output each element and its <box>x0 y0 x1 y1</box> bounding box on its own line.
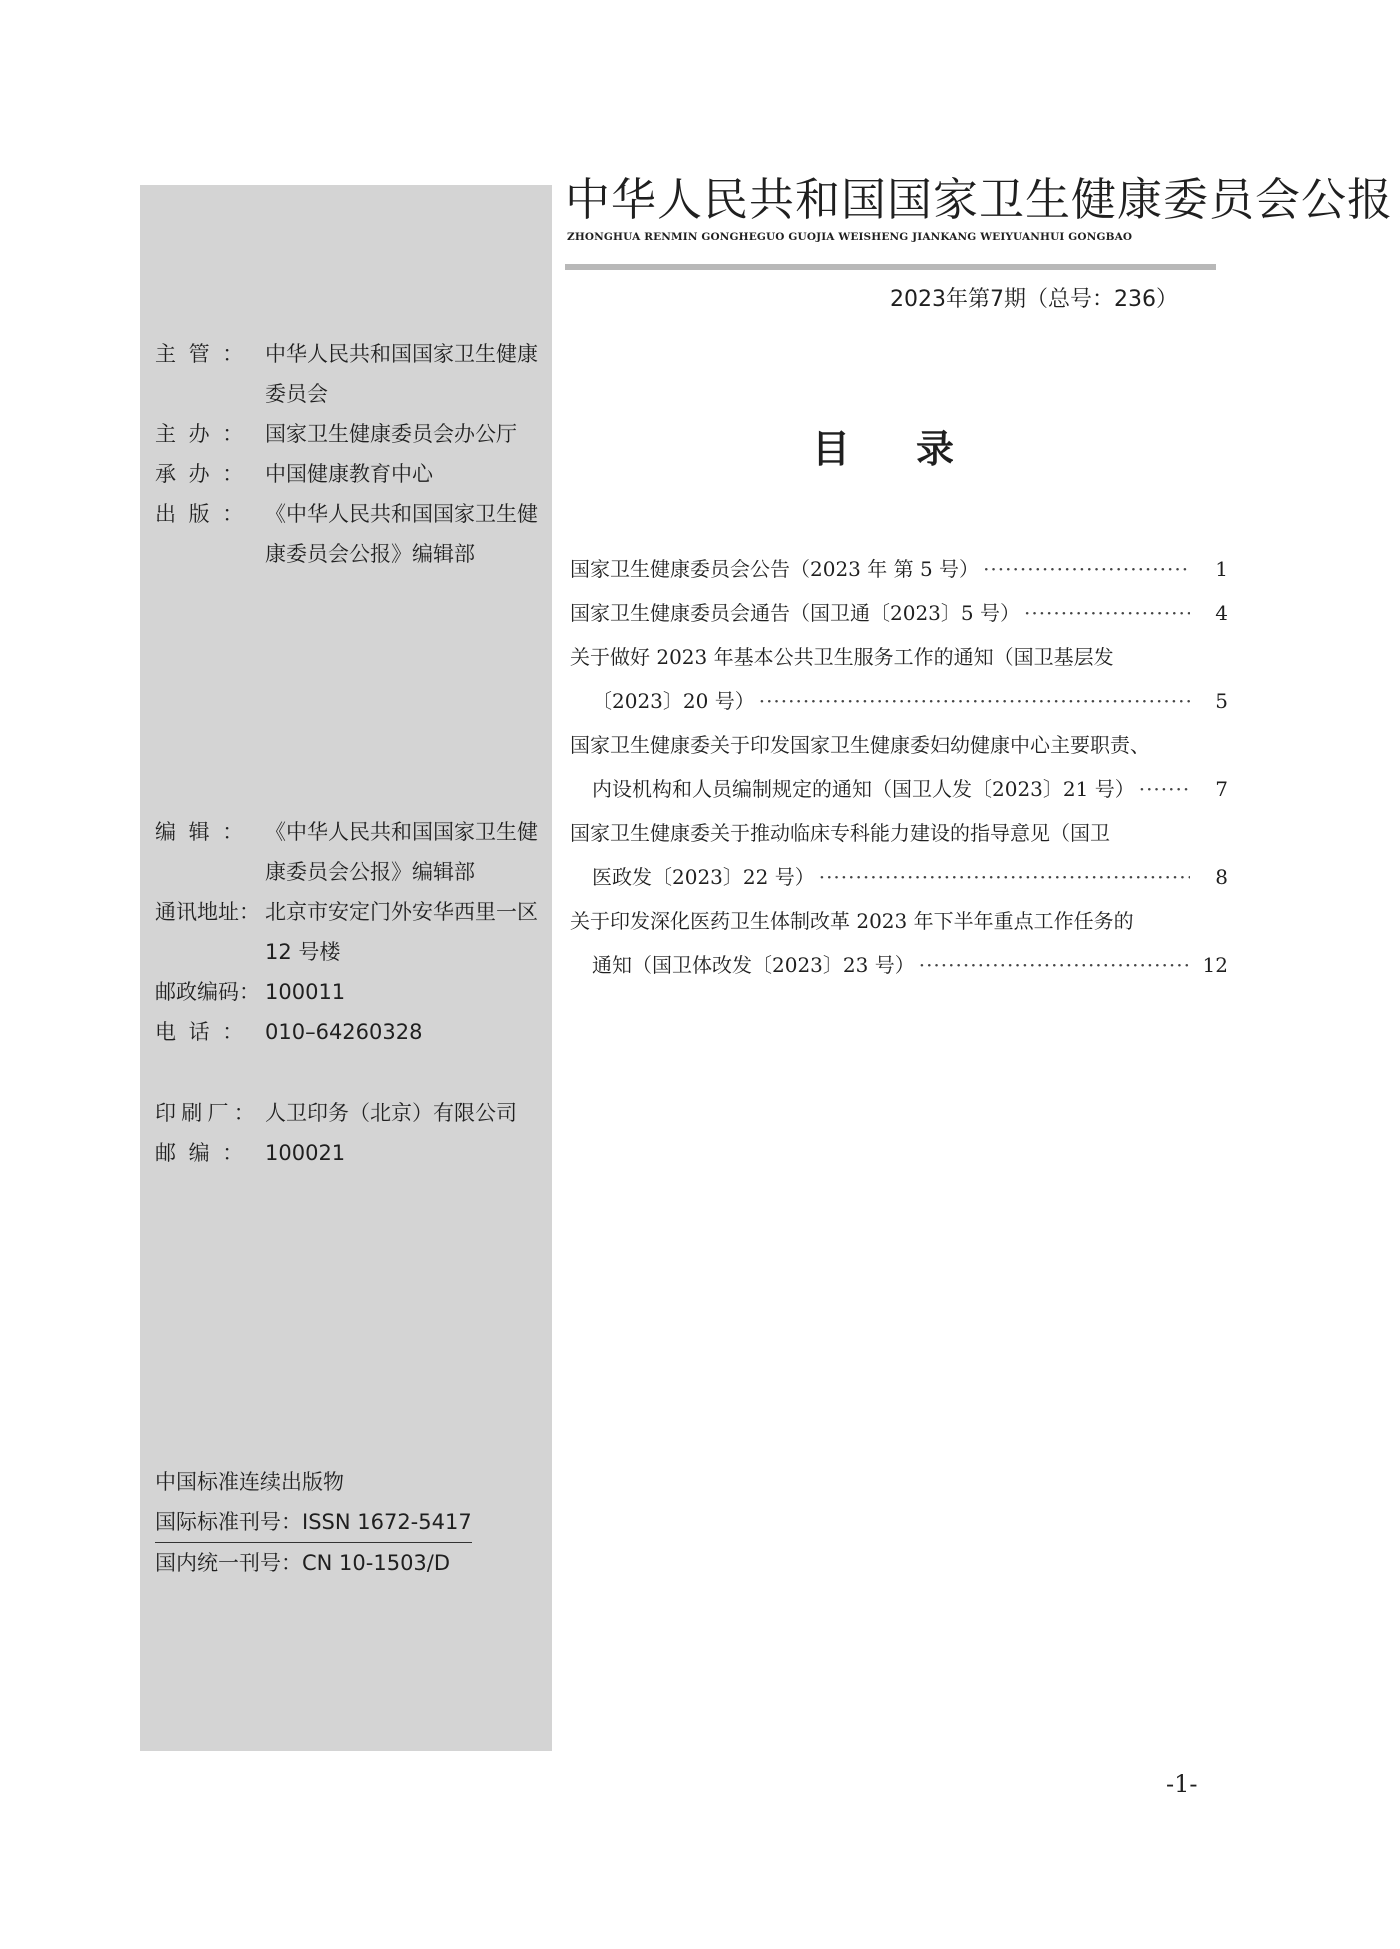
toc-entry-title: 国家卫生健康委关于印发国家卫生健康委妇幼健康中心主要职责、 <box>570 733 1150 757</box>
info-label: 编辑： <box>155 820 256 844</box>
toc-entry-line[interactable] <box>570 899 1228 943</box>
toc-entry-line[interactable] <box>570 855 1228 899</box>
toc-page-number: 4 <box>1215 601 1228 625</box>
editorial-info <box>155 812 545 1052</box>
toc-leader-dots <box>815 855 1190 899</box>
toc-entry-title: 关于印发深化医药卫生体制改革 2023 年下半年重点工作任务的 <box>570 909 1134 933</box>
toc-entry-line[interactable] <box>570 591 1228 635</box>
info-label: 主管： <box>155 342 256 366</box>
title-divider <box>565 264 1216 270</box>
info-row-printer-postcode <box>155 1133 545 1173</box>
info-label: 通讯地址： <box>155 900 260 924</box>
toc-entry-line[interactable] <box>570 811 1228 855</box>
toc-entry-title: 内设机构和人员编制规定的通知（国卫人发〔2023〕21 号） <box>592 777 1135 801</box>
info-row-sponsor <box>155 414 545 454</box>
toc-entry-title: 通知（国卫体改发〔2023〕23 号） <box>592 953 915 977</box>
info-value: 100021 <box>265 1141 346 1165</box>
issue-number: 2023年第7期（总号：236） <box>890 287 1178 312</box>
toc-page-number: 1 <box>1215 557 1228 581</box>
info-value: 北京市安定门外安华西里一区 12 号楼 <box>265 900 538 964</box>
info-row-publisher <box>155 494 545 574</box>
serial-publication-info <box>155 1462 472 1583</box>
toc-heading: 目录 <box>812 427 1021 471</box>
toc-entry-line[interactable] <box>570 547 1228 591</box>
info-label: 电话： <box>155 1020 256 1044</box>
serial-label: 中国标准连续出版物 <box>155 1470 344 1494</box>
info-label: 邮编： <box>155 1141 256 1165</box>
info-label: 承办： <box>155 462 256 486</box>
journal-title: 中华人民共和国国家卫生健康委员会公报 <box>565 173 1394 226</box>
info-value: 《中华人民共和国国家卫生健康委员会公报》编辑部 <box>265 502 538 566</box>
info-row-phone <box>155 1012 545 1052</box>
toc-entry-title: 国家卫生健康委员会公告（2023 年 第 5 号） <box>570 557 980 581</box>
toc-page-number: 7 <box>1215 777 1228 801</box>
journal-title-pinyin: ZHONGHUA RENMIN GONGHEGUO GUOJIA WEISHENG JIANKANG WEIYUANHUI GONGBAO <box>567 231 1133 243</box>
toc-leader-dots <box>1020 591 1190 635</box>
toc-entry-title: 国家卫生健康委员会通告（国卫通〔2023〕5 号） <box>570 601 1020 625</box>
info-row-organizer <box>155 454 545 494</box>
toc-entry-title: 关于做好 2023 年基本公共卫生服务工作的通知（国卫基层发 <box>570 645 1114 669</box>
page-number: -1- <box>1166 1770 1198 1798</box>
info-value: 国家卫生健康委员会办公厅 <box>265 422 517 446</box>
toc-entry-line[interactable] <box>570 943 1228 987</box>
toc-leader-dots <box>1135 767 1190 811</box>
info-value: 中华人民共和国国家卫生健康委员会 <box>265 342 538 406</box>
info-row-supervisor <box>155 334 545 414</box>
toc-page-number: 8 <box>1215 865 1228 889</box>
toc-entry-line[interactable] <box>570 679 1228 723</box>
issn: 国际标准刊号：ISSN 1672-5417 <box>155 1502 472 1543</box>
info-value: 010–64260328 <box>265 1020 423 1044</box>
info-value: 人卫印务（北京）有限公司 <box>265 1101 517 1125</box>
info-label: 邮政编码： <box>155 980 260 1004</box>
info-value: 中国健康教育中心 <box>265 462 433 486</box>
toc-entry-line[interactable] <box>570 723 1228 767</box>
toc-page-number: 5 <box>1215 689 1228 713</box>
toc-page-number: 12 <box>1202 953 1228 977</box>
info-label: 主办： <box>155 422 256 446</box>
info-label: 出版： <box>155 502 256 526</box>
toc-entry-line[interactable] <box>570 767 1228 811</box>
printer-info <box>155 1093 545 1173</box>
toc-entry-line[interactable] <box>570 635 1228 679</box>
info-row-editor <box>155 812 545 892</box>
cn-number: 国内统一刊号：CN 10-1503/D <box>155 1551 451 1575</box>
info-value: 100011 <box>265 980 346 1004</box>
toc-leader-dots <box>755 679 1190 723</box>
publisher-info <box>155 334 545 574</box>
toc-entry-title: 医政发〔2023〕22 号） <box>592 865 815 889</box>
toc-entry-title: 国家卫生健康委关于推动临床专科能力建设的指导意见（国卫 <box>570 821 1110 845</box>
toc-entry-title: 〔2023〕20 号） <box>592 689 755 713</box>
info-row-printer <box>155 1093 545 1133</box>
toc-leader-dots <box>915 943 1190 987</box>
info-value: 《中华人民共和国国家卫生健康委员会公报》编辑部 <box>265 820 538 884</box>
info-row-address <box>155 892 545 972</box>
toc-leader-dots <box>979 547 1190 591</box>
table-of-contents <box>570 547 1228 987</box>
info-row-postcode <box>155 972 545 1012</box>
info-label: 印刷厂： <box>155 1101 260 1125</box>
